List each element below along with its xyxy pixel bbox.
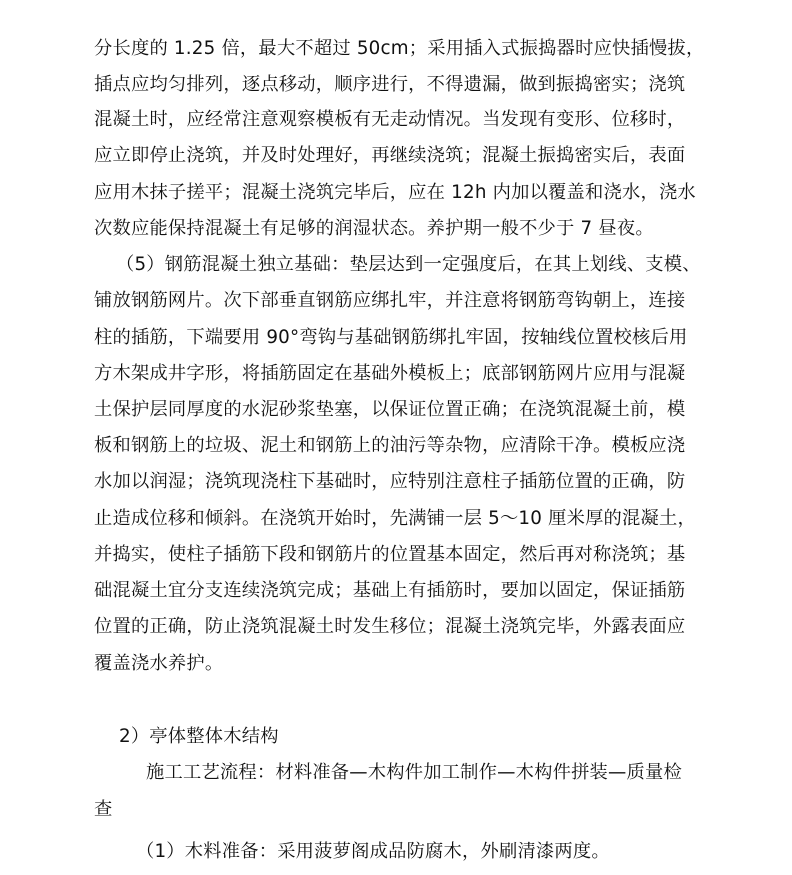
list-item: （1）木料准备：采用菠萝阁成品防腐木，外刷清漆两度。 [136, 841, 610, 862]
body-text-line: 混凝土时，应经常注意观察模板有无走动情况。当发现有变形、位移时， [94, 109, 686, 130]
body-text-line: 应用木抹子搓平；混凝土浇筑完毕后，应在 12h 内加以覆盖和浇水，浇水 [94, 182, 696, 203]
body-text-line: 应立即停止浇筑，并及时处理好，再继续浇筑；混凝土振捣密实后，表面 [94, 145, 686, 166]
section-paragraph-start: （5）钢筋混凝土独立基础：垫层达到一定强度后，在其上划线、支模、 [116, 254, 701, 275]
body-text-line: 铺放钢筋网片。次下部垂直钢筋应绑扎牢，并注意将钢筋弯钩朝上，连接 [94, 290, 686, 311]
process-flow-line: 施工工艺流程：材料准备—木构件加工制作—木构件拼装—质量检 [146, 762, 682, 783]
section-heading: 2）亭体整体木结构 [119, 726, 279, 747]
body-text-line: 方木架成井字形，将插筋固定在基础外模板上；底部钢筋网片应用与混凝 [94, 363, 686, 384]
body-text-line: 础混凝土宜分支连续浇筑完成；基础上有插筋时，要加以固定，保证插筋 [94, 580, 686, 601]
body-text-line: 柱的插筋，下端要用 90°弯钩与基础钢筋绑扎牢固，按轴线位置校核后用 [94, 327, 688, 348]
body-text-line: 板和钢筋上的垃圾、泥土和钢筋上的油污等杂物，应清除干净。模板应浇 [94, 435, 686, 456]
body-text-line: 止造成位移和倾斜。在浇筑开始时，先满铺一层 5～10 厘米厚的混凝土， [94, 508, 696, 529]
body-text-line: 插点应均匀排列，逐点移动，顺序进行，不得遗漏，做到振捣密实；浇筑 [94, 74, 686, 95]
body-text-line: 覆盖浇水养护。 [94, 653, 224, 674]
body-text-line: 水加以润湿；浇筑现浇柱下基础时，应特别注意柱子插筋位置的正确，防 [94, 471, 686, 492]
body-text-line: 查 [94, 799, 113, 820]
body-text-line: 位置的正确，防止浇筑混凝土时发生移位；混凝土浇筑完毕，外露表面应 [94, 616, 686, 637]
body-text-line: 土保护层同厚度的水泥砂浆垫塞，以保证位置正确；在浇筑混凝土前，模 [94, 399, 686, 420]
body-text-line: 次数应能保持混凝土有足够的润湿状态。养护期一般不少于 7 昼夜。 [94, 218, 654, 239]
body-text-line: 分长度的 1.25 倍，最大不超过 50cm；采用插入式振捣器时应快插慢拔， [94, 38, 705, 59]
body-text-line: 并捣实，使柱子插筋下段和钢筋片的位置基本固定，然后再对称浇筑；基 [94, 544, 686, 565]
